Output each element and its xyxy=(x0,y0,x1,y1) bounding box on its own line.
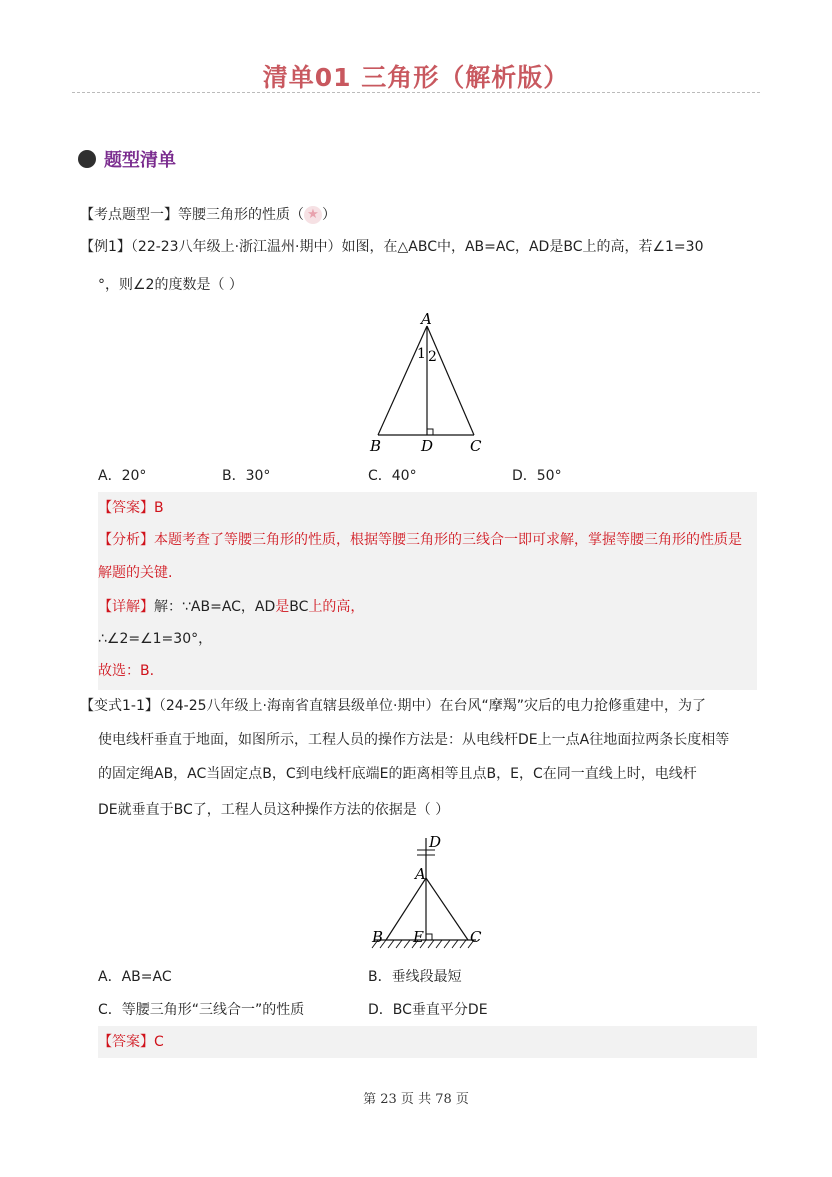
utility-pole-figure xyxy=(362,832,502,954)
label-a: A xyxy=(415,865,426,883)
example1-question-line2: °，则∠2的度数是（ ） xyxy=(98,277,243,293)
variant1-option-b: B．垂线段最短 xyxy=(368,969,462,985)
example1-analysis-line1: 【分析】本题考查了等腰三角形的性质，根据等腰三角形的三线合一即可求解，掌握等腰三角形的性质是 xyxy=(98,532,742,548)
label-d: D xyxy=(429,833,442,851)
variant1-answer-box xyxy=(98,1026,757,1058)
example1-analysis-line2: 解题的关键. xyxy=(98,565,173,581)
example1-choose: 故选：B. xyxy=(98,663,155,679)
example1-step: ∴∠2=∠1=30°， xyxy=(98,631,213,647)
variant1-question-line3: 的固定绳AB，AC当固定点B，C到电线杆底端E的距离相等且点B，E，C在同一直线上时，电线杆 xyxy=(98,766,697,782)
page-footer: 第 23 页 共 78 页 xyxy=(363,1092,469,1107)
detail-label: 【详解】 xyxy=(98,599,154,615)
label-d: D xyxy=(421,437,434,455)
title-divider xyxy=(72,92,760,93)
variant1-question-line2: 使电线杆垂直于地面，如图所示，工程人员的操作方法是：从电线杆DE上一点A往地面拉两条长度相等 xyxy=(98,732,730,748)
detail-part4: 上的高， xyxy=(308,599,365,615)
section-bullet-icon xyxy=(78,150,96,168)
rope-ac xyxy=(426,878,468,940)
example1-option-d: D．50° xyxy=(512,468,562,484)
variant1-question-line1: 【变式1-1】（24-25八年级上·海南省直辖县级单位·期中）在台风“摩羯”灾后的电力抢修重建中，为了 xyxy=(80,698,706,714)
page-title: 清单01 三角形（解析版） xyxy=(262,63,570,92)
example1-question-line1: 【例1】（22-23八年级上·浙江温州·期中）如图，在△ABC中，AB=AC，AD是BC上的高，若∠1=30 xyxy=(80,239,704,255)
label-c: C xyxy=(470,928,482,946)
detail-part2: 是 xyxy=(275,599,290,615)
variant1-option-d: D．BC垂直平分DE xyxy=(368,1002,488,1018)
example1-option-b: B．30° xyxy=(222,468,271,484)
label-b: B xyxy=(372,928,384,946)
example1-answer-box xyxy=(98,492,757,690)
detail-part3: BC xyxy=(289,599,309,615)
pole-right-angle-mark xyxy=(426,934,432,940)
label-e: E xyxy=(413,928,424,946)
variant1-question-line4: DE就垂直于BC了，工程人员这种操作方法的依据是（ ） xyxy=(98,802,450,818)
example1-option-a: A．20° xyxy=(98,468,147,484)
example1-answer: 【答案】B xyxy=(98,500,164,516)
variant1-option-a: A．AB=AC xyxy=(98,969,172,985)
topic-label: 【考点题型一】等腰三角形的性质（ xyxy=(80,207,304,223)
label-b: B xyxy=(370,437,382,455)
angle-1-label: 1 xyxy=(417,346,426,362)
star-icon: ★ xyxy=(304,206,322,224)
topic-heading xyxy=(80,205,336,225)
variant1-option-c: C．等腰三角形“三线合一”的性质 xyxy=(98,1002,305,1018)
label-a: A xyxy=(421,310,432,328)
side-ac xyxy=(427,326,474,435)
label-c: C xyxy=(470,437,482,455)
side-ab xyxy=(378,326,427,435)
detail-part1: 解：∵AB=AC，AD xyxy=(154,599,276,615)
right-angle-mark xyxy=(427,429,433,435)
example1-option-c: C．40° xyxy=(368,468,417,484)
topic-suffix: ） xyxy=(322,207,336,223)
angle-2-label: 2 xyxy=(428,349,437,365)
section-title: 题型清单 xyxy=(104,150,176,171)
variant1-answer: 【答案】C xyxy=(98,1034,164,1050)
example1-detail xyxy=(98,597,364,617)
isosceles-triangle-figure xyxy=(360,308,500,456)
